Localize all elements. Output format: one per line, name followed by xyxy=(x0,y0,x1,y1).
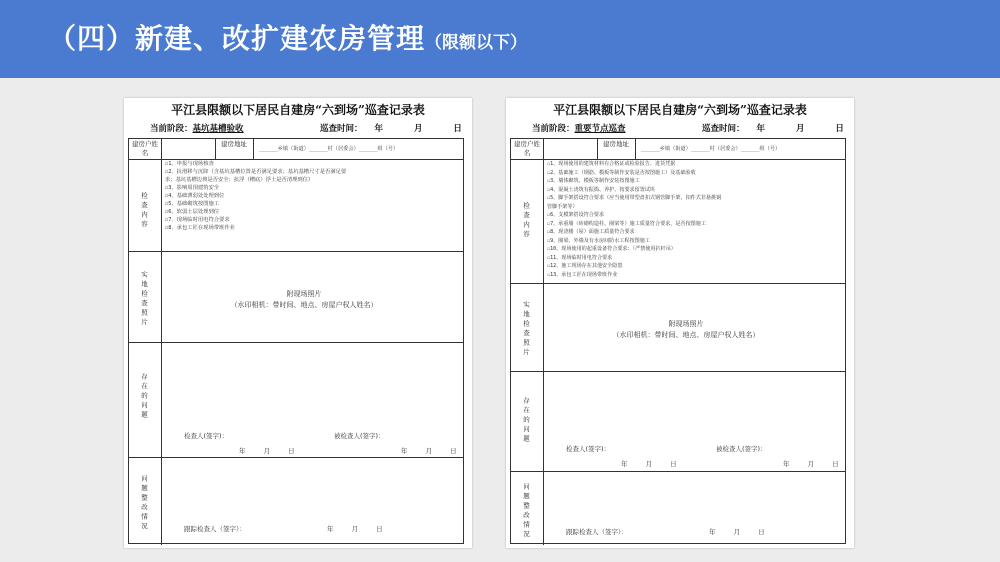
slide-title-sub: （限额以下） xyxy=(425,33,528,53)
check-item: 管脚手架等） xyxy=(547,203,578,210)
check-item: ☐12、施工现场存在其他安全隐患 xyxy=(547,263,623,269)
time-line xyxy=(320,122,476,134)
address-label: 建房地址 xyxy=(603,140,629,148)
check-item: ☐11、现场临时用电符合要求 xyxy=(547,254,613,261)
problem-label: 存在的问题 xyxy=(140,373,148,421)
followup-date: 年 月 日 xyxy=(709,528,773,536)
time-line xyxy=(702,122,858,134)
followup-date: 年 月 日 xyxy=(327,525,391,533)
check-item: ☐8、承包工匠在现场带班作业 xyxy=(165,225,235,231)
check-item: ☐7、现场临时用电符合要求 xyxy=(165,217,230,223)
check-content-label: 检查内容 xyxy=(140,192,148,230)
slide-title xyxy=(48,20,527,62)
followup-signature: 跟踪检查人（签字）： xyxy=(566,528,628,536)
check-item: ☐4、混凝土浇筑有振捣、养护、按要求留置试块 xyxy=(547,186,656,193)
stage-value: 基坑基槽验收 xyxy=(192,124,244,134)
check-item: ☐2、基础施工（钢筋、模板等制作安装是否按图施工）及基础验收 xyxy=(547,169,696,176)
check-item: ☐4、基础薄弱处处理到位 xyxy=(165,193,225,199)
photo-note-line1: 附现场照片 xyxy=(286,290,322,298)
stage-prefix: 当前阶段： xyxy=(532,124,575,134)
address-fill: ______乡镇（街道）______村（居委会）______组（号） xyxy=(641,146,781,152)
inspection-form-foundation xyxy=(124,98,476,548)
photo-note-line2: （水印相机：带时间、地点、房屋户权人姓名） xyxy=(230,301,378,309)
photo-note xyxy=(129,289,463,311)
form-title: 平江县限额以下居民自建房“六到场”巡查记录表 xyxy=(171,103,425,117)
followup-signature: 跟踪检查人（签字）： xyxy=(184,525,246,533)
form-table xyxy=(128,138,464,544)
check-item: ☐7、承重墙（砖砌构造柱、圈梁等）施工质量符合要求，是否按图施工 xyxy=(547,220,706,227)
address-fill: ______乡镇（街道）______村（居委会）______组（号） xyxy=(259,146,399,152)
check-item: ☐1、现场使用的建筑材料有合格证或检验报告、进货凭据 xyxy=(547,161,676,167)
inspectee-date: 年 月 日 xyxy=(783,460,847,468)
check-item: ☐1、申报与现场核查 xyxy=(165,161,214,167)
inspector-signature: 检查人(签字)： xyxy=(184,432,229,440)
check-item: ☐3、影响周围建筑安全 xyxy=(165,185,220,191)
form-table xyxy=(510,138,846,544)
inspector-date: 年 月 日 xyxy=(239,447,303,455)
photo-label: 实地检查照片 xyxy=(140,270,148,328)
time-label: 巡查时间： xyxy=(320,124,363,134)
problem-label: 存在的问题 xyxy=(522,397,530,445)
check-item: ☐6、支模架搭设符合要求 xyxy=(547,212,605,218)
form-title: 平江县限额以下居民自建房“六到场”巡查记录表 xyxy=(553,103,807,117)
check-item: ☐10、现场使用的起重设备符合要求：（严禁使用扒杆吊） xyxy=(547,246,676,252)
owner-name-label: 建房户姓名 xyxy=(132,140,158,157)
owner-name-label: 建房户姓名 xyxy=(514,140,540,157)
title-bar xyxy=(0,0,1000,78)
photo-label: 实地检查照片 xyxy=(522,300,530,358)
check-item: ☐5、脚手架搭设符合要求（应当使用带型盘扣式钢管脚手架，扣件式非悬挑钢 xyxy=(547,195,722,201)
check-item: ☐13、承包工匠在现场带班作业 xyxy=(547,271,618,278)
inspectee-signature: 被检查人(签字)： xyxy=(716,445,767,453)
inspector-signature: 检查人(签字)： xyxy=(566,445,611,453)
check-item: ☐2、抗滑移与沉降（含基坑基槽位置是否满足要求；基坑基槽尺寸是否满足要 xyxy=(165,169,347,175)
stage-line xyxy=(150,122,244,134)
inspectee-date: 年 月 日 xyxy=(401,447,465,455)
stage-line xyxy=(532,122,626,134)
check-item: ☐6、软弱土层处理到位 xyxy=(165,209,220,215)
rectify-label: 问题整改情况 xyxy=(522,482,530,540)
rectify-label: 问题整改情况 xyxy=(140,474,148,532)
check-item: ☐5、基础砌筑按图施工 xyxy=(165,201,220,207)
photo-note-line1: 附现场照片 xyxy=(668,320,704,328)
photo-note-line2: （水印相机：带时间、地点、房屋户权人姓名） xyxy=(612,331,760,339)
time-label: 巡查时间： xyxy=(702,124,745,134)
stage-prefix: 当前阶段： xyxy=(150,124,193,134)
check-item: ☐9、圈梁、外墙及有水房间防水工程按图施工 xyxy=(547,237,650,244)
time-date-units: 年 月 日 xyxy=(756,124,858,134)
inspector-date: 年 月 日 xyxy=(621,460,685,468)
slide-title-main: （四）新建、改扩建农房管理 xyxy=(48,22,426,55)
address-label: 建房地址 xyxy=(221,140,247,148)
inspectee-signature: 被检查人(签字)： xyxy=(334,432,385,440)
check-item: 求；基坑基槽边坡是否安全；抗浮（槽底）浮土是否清理到位） xyxy=(165,177,314,183)
inspection-form-key-nodes xyxy=(506,98,858,548)
check-item: ☐3、墙体砌筑、模板等制作安装按图施工 xyxy=(547,178,640,184)
check-item: ☐8、现浇楼（屋）面施工质量符合要求 xyxy=(547,229,635,235)
photo-note xyxy=(511,319,845,341)
stage-value: 重要节点巡查 xyxy=(574,124,626,134)
time-date-units: 年 月 日 xyxy=(374,124,476,134)
check-content-label: 检查内容 xyxy=(522,202,530,240)
